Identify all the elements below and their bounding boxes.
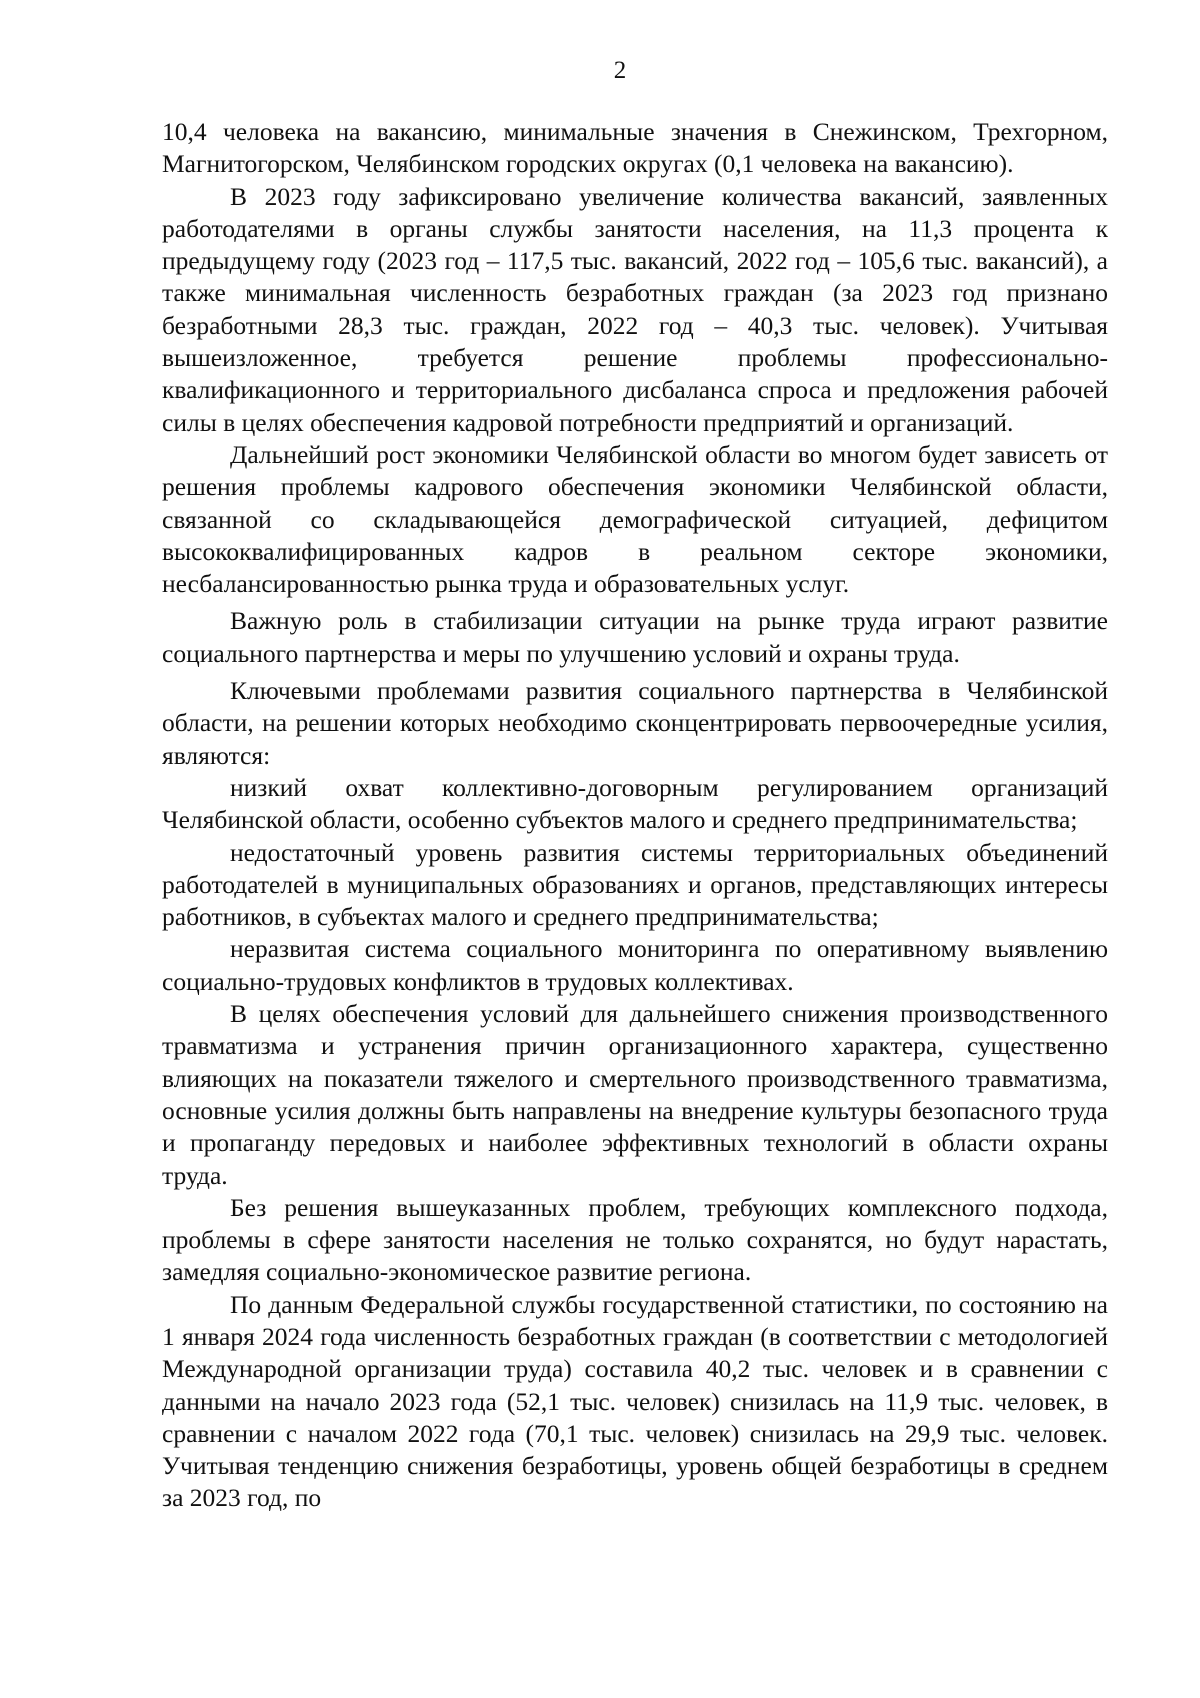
paragraph-3: Дальнейший рост экономики Челябинской области во многом будет зависеть от решения проблемы кадрового обеспечения экономики Челябинской области, связанной со складывающейся демографической ситуацией, дефицитом высококвалифицированных кадров в реальном секторе экономики, несбалансированностью рынка труда и образовательных услуг. (162, 439, 1108, 599)
paragraph-2: В 2023 году зафиксировано увеличение количества вакансий, заявленных работодателями в органы службы занятости населения, на 11,3 процента к предыдущему году (2023 год – 117,5 тыс. вакансий, 2022 год – 105,6 тыс. вакансий), а также минимальная численность безработных граждан (за 2023 год признано безработными 28,3 тыс. граждан, 2022 год – 40,3 тыс. человек). Учитывая вышеизложенное, требуется решение проблемы профессионально-квалификационного и территориального дисбаланса спроса и предложения рабочей силы в целях обеспечения кадровой потребности предприятий и организаций. (162, 181, 1108, 437)
document-body (162, 116, 1108, 1515)
paragraph-5: Ключевыми проблемами развития социального партнерства в Челябинской области, на решении которых необходимо сконцентрировать первоочередные усилия, являются: (162, 676, 1108, 770)
paragraph-1: 10,4 человека на вакансию, минимальные значения в Снежинском, Трехгорном, Магнитогорском, Челябинском городских округах (0,1 человека на вакансию). (162, 117, 1108, 179)
paragraph-8: По данным Федеральной службы государственной статистики, по состоянию на 1 января 2024 года численность безработных граждан (в соответствии с методологией Международной организации труда) составила 40,2 тыс. человек и в сравнении с данными на начало 2023 года (52,1 тыс. человек) снизилась на 11,9 тыс. человек, в сравнении с началом 2022 года (70,1 тыс. человек) снизилась на 29,9 тыс. человек. Учитывая тенденцию снижения безработицы, уровень общей безработицы в среднем за 2023 год, по (162, 1289, 1108, 1513)
paragraph-7: Без решения вышеуказанных проблем, требующих комплексного подхода, проблемы в сфере занятости населения не только сохранятся, но будут нарастать, замедляя социально-экономическое развитие региона. (162, 1192, 1108, 1287)
list-item-1: низкий охват коллективно-договорным регулированием организаций Челябинской области, особенно субъектов малого и среднего предпринимательства; (162, 772, 1108, 835)
list-item-3: неразвитая система социального мониторинга по оперативному выявлению социально-трудовых конфликтов в трудовых коллективах. (162, 934, 1108, 996)
list-item-2: недостаточный уровень развития системы территориальных объединений работодателей в муниципальных образованиях и органов, представляющих интересы работников, в субъектах малого и среднего предпринимательства; (162, 837, 1108, 932)
page-number: 2 (613, 57, 627, 84)
paragraph-6: В целях обеспечения условий для дальнейшего снижения производственного травматизма и устранения причин организационного характера, существенно влияющих на показатели тяжелого и смертельного производственного травматизма, основные усилия должны быть направлены на внедрение культуры безопасного труда и пропаганду передовых и наиболее эффективных технологий в области охраны труда. (162, 999, 1108, 1190)
paragraph-4: Важную роль в стабилизации ситуации на рынке труда играют развитие социального партнерства и меры по улучшению условий и охраны труда. (162, 606, 1108, 668)
